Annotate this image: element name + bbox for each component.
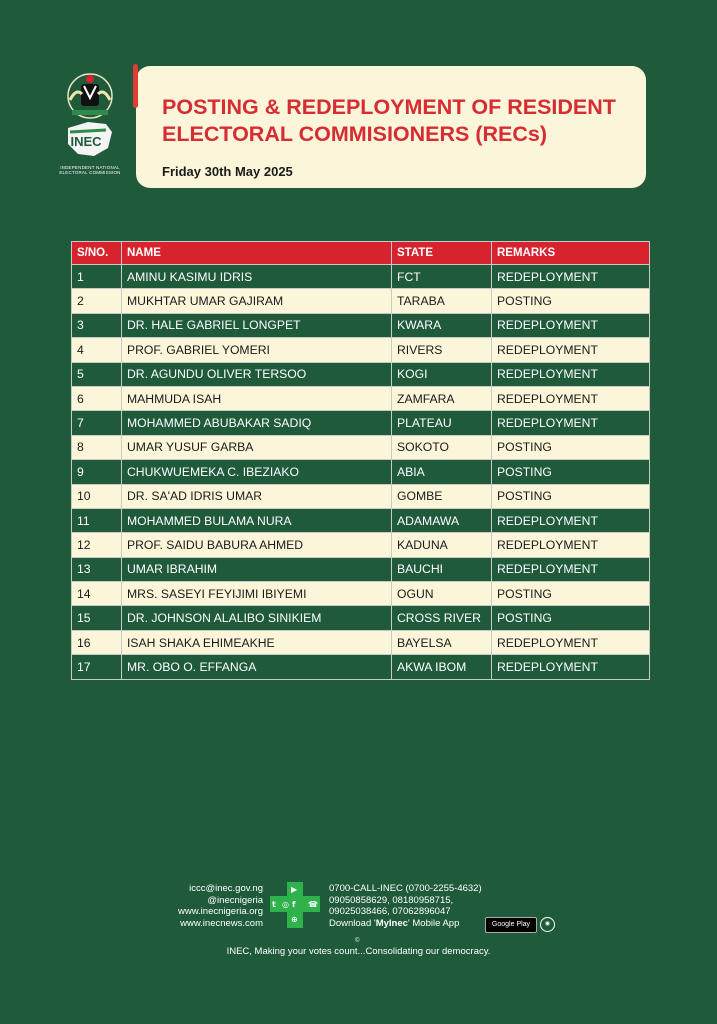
cell-state: BAYELSA — [392, 630, 492, 654]
download-suffix: ' Mobile App — [407, 917, 460, 929]
cell-state: RIVERS — [392, 338, 492, 362]
footer-email[interactable]: iccc@inec.gov.ng — [189, 883, 263, 894]
cell-name: UMAR YUSUF GARBA — [122, 435, 392, 459]
cell-sno: 11 — [72, 508, 122, 532]
cell-name: MR. OBO O. EFFANGA — [122, 655, 392, 679]
social-cross-logo — [270, 882, 320, 928]
table-header-row — [72, 242, 650, 265]
cell-remarks: REDEPLOYMENT — [492, 313, 650, 337]
web-icon[interactable]: ⊕ — [291, 915, 298, 924]
cell-name: DR. JOHNSON ALALIBO SINIKIEM — [122, 606, 392, 630]
cell-state: FCT — [392, 265, 492, 289]
inec-logo — [58, 70, 122, 180]
cell-state: KWARA — [392, 313, 492, 337]
cell-remarks: REDEPLOYMENT — [492, 338, 650, 362]
page-date: Friday 30th May 2025 — [162, 164, 293, 179]
cell-remarks: POSTING — [492, 484, 650, 508]
cell-sno: 17 — [72, 655, 122, 679]
col-header-sno: S/NO. — [72, 242, 122, 265]
cell-state: CROSS RIVER — [392, 606, 492, 630]
cell-remarks: REDEPLOYMENT — [492, 411, 650, 435]
cell-state: ADAMAWA — [392, 508, 492, 532]
youtube-icon[interactable]: ▶ — [291, 885, 298, 894]
cell-state: KADUNA — [392, 533, 492, 557]
cell-name: DR. SA'AD IDRIS UMAR — [122, 484, 392, 508]
footer-call-line: 0700-CALL-INEC (0700-2255-4632) — [329, 883, 482, 894]
cell-sno: 2 — [72, 289, 122, 313]
cell-remarks: POSTING — [492, 435, 650, 459]
table-row — [72, 630, 650, 654]
cell-name: MRS. SASEYI FEYIJIMI IBIYEMI — [122, 582, 392, 606]
table-row — [72, 533, 650, 557]
title-card — [136, 66, 646, 188]
facebook-icon[interactable]: f — [292, 900, 296, 909]
twitter-icon[interactable]: t — [272, 900, 276, 909]
table-row — [72, 460, 650, 484]
cell-remarks: POSTING — [492, 606, 650, 630]
logo-text: INEC — [70, 134, 102, 149]
cell-state: SOKOTO — [392, 435, 492, 459]
table-row — [72, 557, 650, 581]
table-row — [72, 386, 650, 410]
cell-state: PLATEAU — [392, 411, 492, 435]
cell-sno: 1 — [72, 265, 122, 289]
table-row — [72, 338, 650, 362]
phone-icon[interactable]: ☎ — [308, 900, 318, 909]
cell-remarks: POSTING — [492, 582, 650, 606]
cell-remarks: REDEPLOYMENT — [492, 533, 650, 557]
cell-state: ABIA — [392, 460, 492, 484]
cell-name: CHUKWUEMEKA C. IBEZIAKO — [122, 460, 392, 484]
table-row — [72, 313, 650, 337]
cell-remarks: REDEPLOYMENT — [492, 386, 650, 410]
page-title: POSTING & REDEPLOYMENT OF RESIDENT ELECTORAL COMMISIONERS (RECs) — [162, 95, 616, 146]
footer-slogan: INEC, Making your votes count...Consolidating our democracy. — [226, 946, 491, 957]
table-row — [72, 362, 650, 386]
footer-phones-2: 09025038466, 07062896047 — [329, 906, 451, 917]
cell-name: UMAR IBRAHIM — [122, 557, 392, 581]
cell-sno: 3 — [72, 313, 122, 337]
col-header-remarks: REMARKS — [492, 242, 650, 265]
cell-sno: 7 — [72, 411, 122, 435]
table-row — [72, 655, 650, 679]
cell-remarks: REDEPLOYMENT — [492, 655, 650, 679]
cell-name: MUKHTAR UMAR GAJIRAM — [122, 289, 392, 313]
cell-name: MAHMUDA ISAH — [122, 386, 392, 410]
cell-remarks: POSTING — [492, 460, 650, 484]
table-row — [72, 606, 650, 630]
cell-sno: 16 — [72, 630, 122, 654]
col-header-state: STATE — [392, 242, 492, 265]
cell-state: TARABA — [392, 289, 492, 313]
footer-contacts — [178, 883, 263, 929]
cell-name: PROF. SAIDU BABURA AHMED — [122, 533, 392, 557]
app-name: MyInec — [375, 917, 408, 929]
cell-remarks: REDEPLOYMENT — [492, 630, 650, 654]
cell-sno: 8 — [72, 435, 122, 459]
cell-sno: 5 — [72, 362, 122, 386]
footer-download — [329, 918, 482, 930]
cell-name: AMINU KASIMU IDRIS — [122, 265, 392, 289]
cell-sno: 12 — [72, 533, 122, 557]
table-row — [72, 508, 650, 532]
instagram-icon[interactable]: ◎ — [282, 900, 289, 909]
table-row — [72, 265, 650, 289]
org-caption: INDEPENDENT NATIONAL ELECTORAL COMMISSION — [59, 165, 121, 175]
cell-sno: 13 — [72, 557, 122, 581]
cell-name: ISAH SHAKA EHIMEAKHE — [122, 630, 392, 654]
download-prefix: Download ' — [329, 917, 376, 929]
cell-remarks: REDEPLOYMENT — [492, 508, 650, 532]
footer-site-1[interactable]: www.inecnigeria.org — [177, 906, 263, 917]
cell-remarks: REDEPLOYMENT — [492, 265, 650, 289]
cell-name: DR. AGUNDU OLIVER TERSOO — [122, 362, 392, 386]
cell-sno: 6 — [72, 386, 122, 410]
table-row — [72, 411, 650, 435]
cell-remarks: REDEPLOYMENT — [492, 557, 650, 581]
cell-name: DR. HALE GABRIEL LONGPET — [122, 313, 392, 337]
footer-phones — [329, 883, 482, 929]
app-store-icon[interactable]: ◉ — [540, 917, 555, 932]
cell-sno: 14 — [72, 582, 122, 606]
cell-name: MOHAMMED ABUBAKAR SADIQ — [122, 411, 392, 435]
footer-handle[interactable]: @inecnigeria — [207, 894, 263, 906]
table-row — [72, 435, 650, 459]
cell-sno: 10 — [72, 484, 122, 508]
recs-table — [71, 241, 650, 680]
table-row — [72, 484, 650, 508]
table-row — [72, 582, 650, 606]
google-play-badge[interactable]: Google Play — [485, 917, 537, 933]
cell-remarks: REDEPLOYMENT — [492, 362, 650, 386]
cell-state: KOGI — [392, 362, 492, 386]
cell-sno: 15 — [72, 606, 122, 630]
col-header-name: NAME — [122, 242, 392, 265]
copyright-mark: © — [355, 938, 360, 944]
cell-state: OGUN — [392, 582, 492, 606]
cell-state: BAUCHI — [392, 557, 492, 581]
cell-state: AKWA IBOM — [392, 655, 492, 679]
cell-name: MOHAMMED BULAMA NURA — [122, 508, 392, 532]
footer-phones-1: 09050858629, 08180958715, — [329, 894, 454, 906]
cell-state: ZAMFARA — [392, 386, 492, 410]
coat-of-arms-icon — [58, 70, 122, 170]
cell-remarks: POSTING — [492, 289, 650, 313]
cell-name: PROF. GABRIEL YOMERI — [122, 338, 392, 362]
cell-state: GOMBE — [392, 484, 492, 508]
cell-sno: 9 — [72, 460, 122, 484]
title-accent-bar — [133, 64, 138, 108]
table-row — [72, 289, 650, 313]
footer-site-2[interactable]: www.inecnews.com — [180, 917, 263, 929]
cell-sno: 4 — [72, 338, 122, 362]
